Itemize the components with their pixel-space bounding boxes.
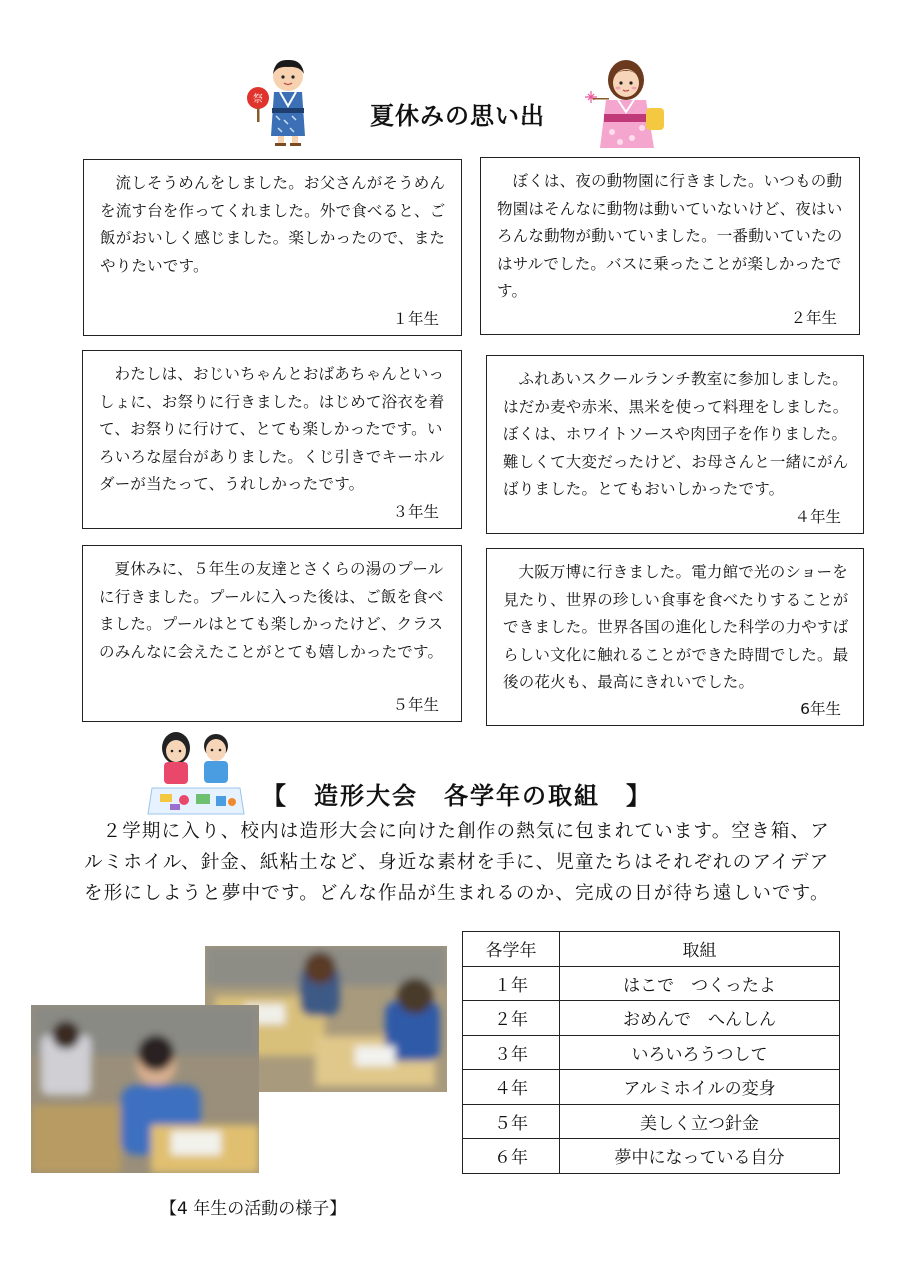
- table-cell-activity: 夢中になっている自分: [560, 1139, 840, 1174]
- boy-yukata-illustration: [244, 56, 316, 148]
- table-cell-activity: はこで つくったよ: [560, 966, 840, 1001]
- table-cell-activity: アルミホイルの変身: [560, 1070, 840, 1105]
- table-cell-activity: いろいろうつして: [560, 1035, 840, 1070]
- memory-grade: 6年生: [800, 700, 841, 718]
- table-cell-activity: おめんで へんしん: [560, 1001, 840, 1036]
- memory-text: ぼくは、夜の動物園に行きました。いつもの動物園はそんなに動物は動いていないけど、夜はいろんな動物が動いていました。一番動いていたのはサルでした。バスに乗ったことが楽しかったです。: [497, 172, 843, 300]
- memory-box-grade6: [486, 548, 864, 726]
- memory-grade: ３年生: [392, 503, 439, 521]
- table-cell-grade: １年: [463, 966, 560, 1001]
- memory-box-grade4: [486, 355, 864, 534]
- table-row: [463, 1001, 840, 1036]
- memory-grade: １年生: [392, 310, 439, 328]
- table-cell-grade: ４年: [463, 1070, 560, 1105]
- grade-activities-table: [462, 931, 840, 1174]
- memory-box-grade5: [82, 545, 462, 722]
- table-header-row: [463, 932, 840, 967]
- table-cell-grade: ６年: [463, 1139, 560, 1174]
- memory-text: 流しそうめんをしました。お父さんがそうめんを流す台を作ってくれました。外で食べると、ご飯がおいしく感じました。楽しかったので、またやりたいです。: [100, 174, 446, 275]
- memory-box-grade1: [83, 159, 462, 336]
- memory-box-grade2: [480, 157, 860, 335]
- table-row: [463, 1035, 840, 1070]
- memory-grade: ５年生: [392, 696, 439, 714]
- section-paragraph: ２学期に入り、校内は造形大会に向けた創作の熱気に包まれています。空き箱、アルミホイル、針金、紙粘土など、身近な素材を手に、児童たちはそれぞれのアイデアを形にしようと夢中です。どんな作品が生まれるのか、完成の日が待ち遠しいです。: [84, 821, 830, 904]
- memory-grade: ４年生: [794, 508, 841, 526]
- table-header-activity: 取組: [560, 932, 840, 967]
- table-cell-grade: ２年: [463, 1001, 560, 1036]
- svg-text:祭: 祭: [253, 94, 263, 105]
- memory-text: 大阪万博に行きました。電力館で光のショーを見たり、世界の珍しい食事を食べたりすることができました。世界各国の進化した科学の力やすばらしい文化に触れることができた時間でした。最後の花火も、最高にきれいでした。: [503, 563, 849, 691]
- table-row: [463, 966, 840, 1001]
- table-row: [463, 1139, 840, 1174]
- memory-box-grade3: [82, 350, 462, 529]
- photo-caption: 【4 年生の活動の様子】: [160, 1199, 347, 1219]
- table-cell-grade: ５年: [463, 1104, 560, 1139]
- girl-yukata-illustration: [582, 56, 672, 150]
- section-title: 【 造形大会 各学年の取組 】: [262, 782, 652, 810]
- kids-crafting-illustration: [146, 726, 246, 818]
- memory-grade: ２年生: [790, 309, 837, 327]
- table-row: [463, 1104, 840, 1139]
- page-title: 夏休みの思い出: [370, 102, 545, 130]
- table-cell-grade: ３年: [463, 1035, 560, 1070]
- memory-text: わたしは、おじいちゃんとおばあちゃんといっしょに、お祭りに行きました。はじめて浴衣を着て、お祭りに行けて、とても楽しかったです。いろいろな屋台がありました。くじ引きでキーホルダーが当たって、うれしかったです。: [99, 365, 445, 493]
- classroom-photo-front: [31, 1005, 259, 1173]
- memory-text: 夏休みに、５年生の友達とさくらの湯のプールに行きました。プールに入った後は、ご飯を食べました。プールはとても楽しかったけど、クラスのみんなに会えたことがとても嬉しかったです。: [99, 560, 444, 661]
- table-header-grade: 各学年: [463, 932, 560, 967]
- memory-text: ふれあいスクールランチ教室に参加しました。はだか麦や赤米、黒米を使って料理をしました。ぼくは、ホワイトソースや肉団子を作りました。難しくて大変だったけど、お母さんと一緒にがんばりました。とてもおいしかったです。: [503, 370, 849, 498]
- table-row: [463, 1070, 840, 1105]
- table-cell-activity: 美しく立つ針金: [560, 1104, 840, 1139]
